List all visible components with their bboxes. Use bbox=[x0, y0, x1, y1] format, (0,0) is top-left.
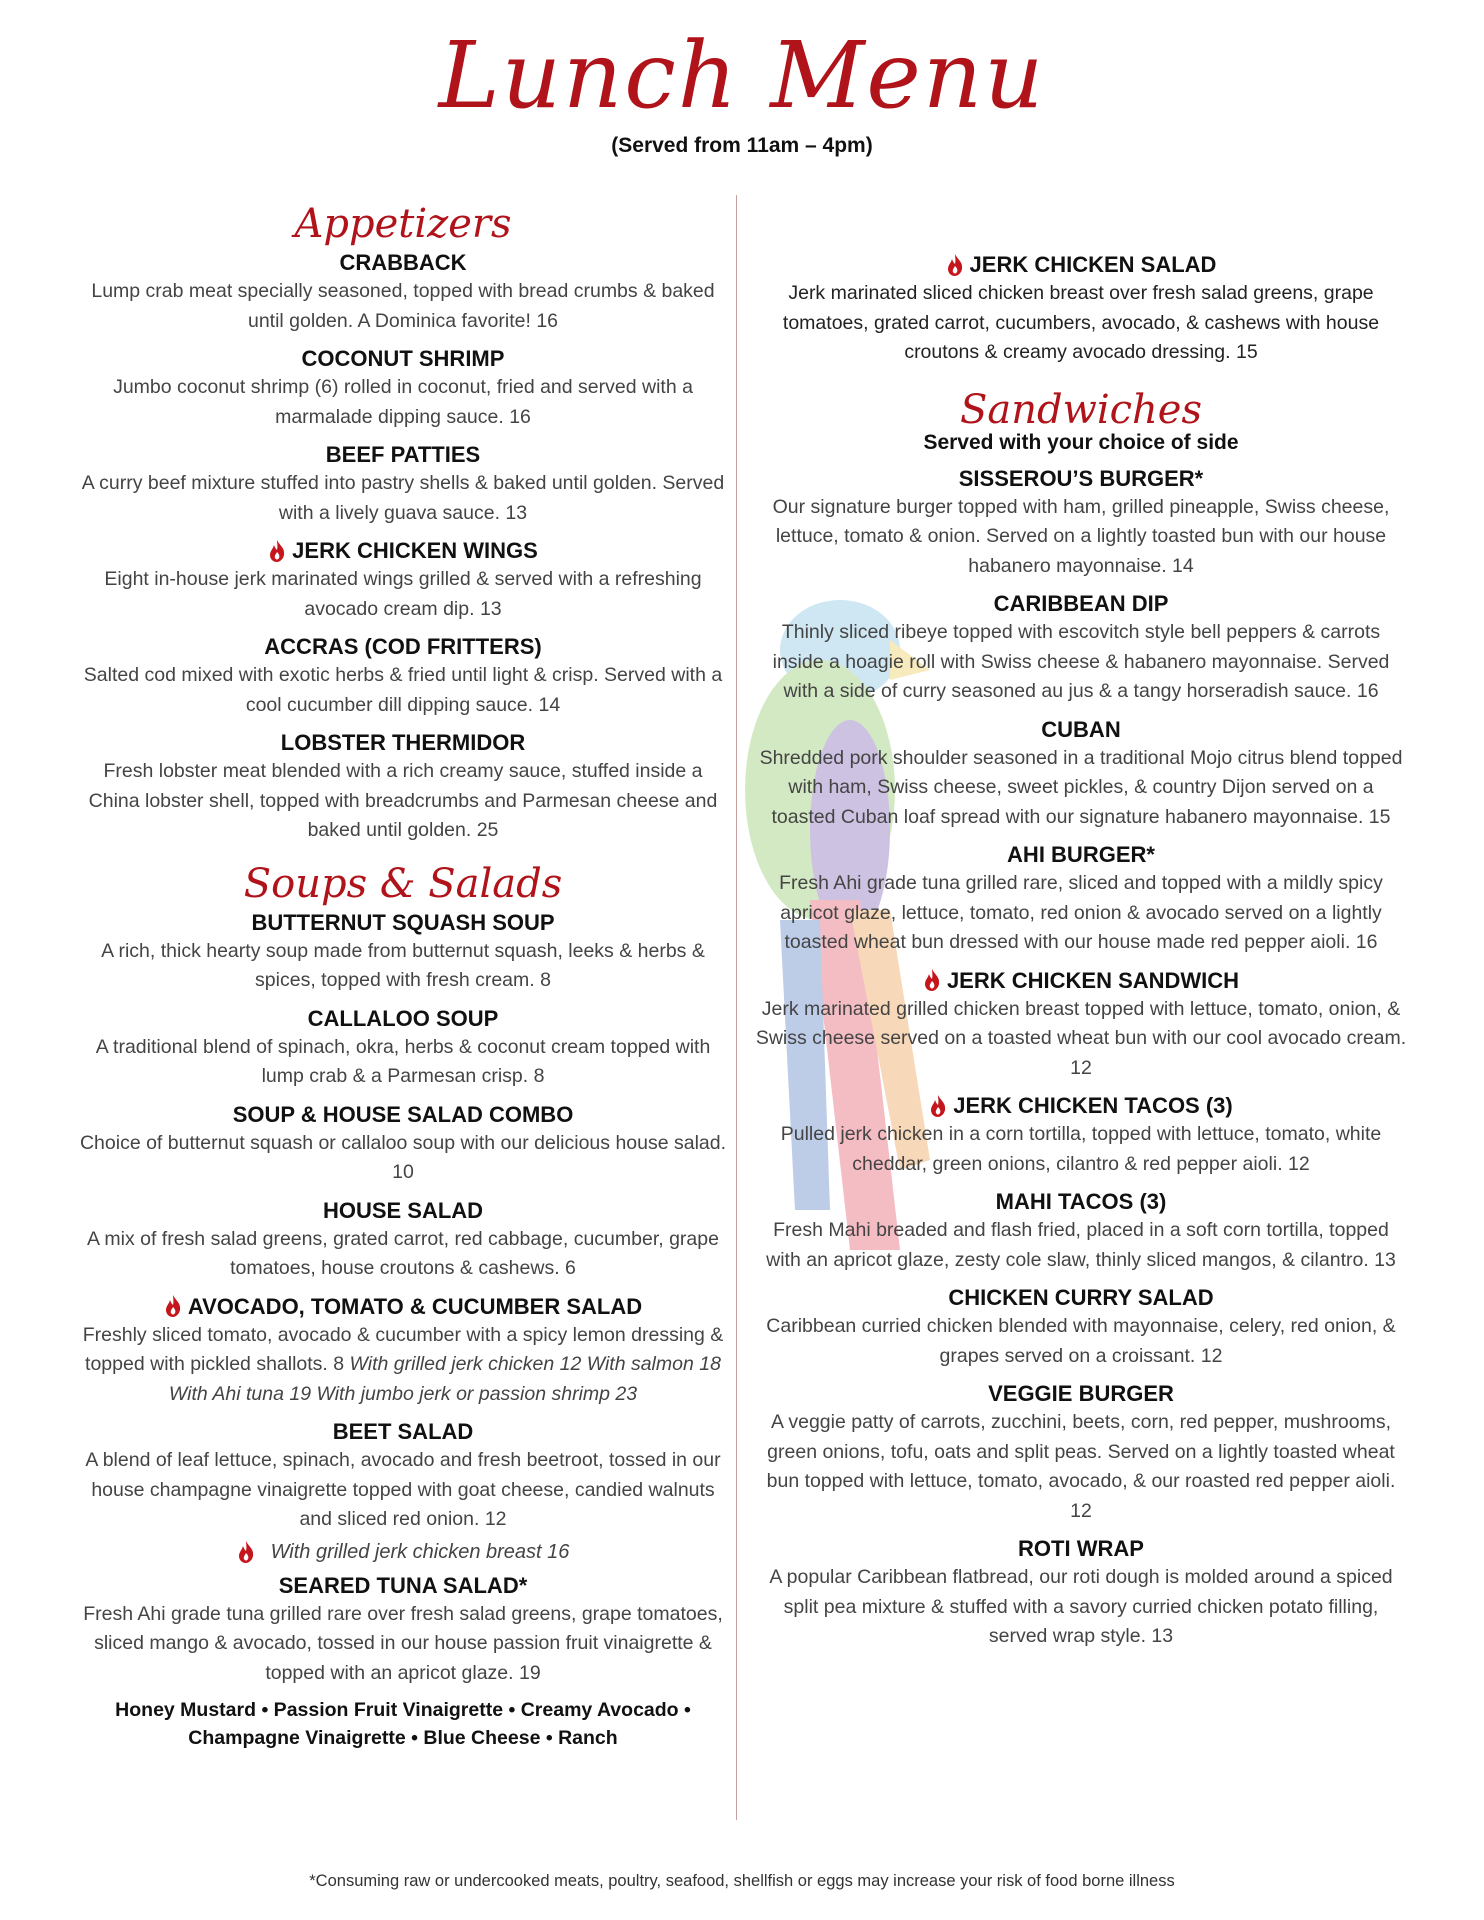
menu-item bbox=[70, 728, 736, 846]
item-desc: A rich, thick hearty soup made from butternut squash, leeks & herbs & spices, topped with fresh cream. 8 bbox=[101, 939, 705, 991]
item-desc: Jumbo coconut shrimp (6) rolled in coconut, fried and served with a marmalade dipping sauce. 16 bbox=[113, 376, 693, 428]
menu-hours: (Served from 11am – 4pm) bbox=[611, 134, 873, 157]
item-name: CARIBBEAN DIP bbox=[993, 591, 1169, 616]
menu-item bbox=[70, 908, 736, 996]
item-desc: A blend of leaf lettuce, spinach, avocado and fresh beetroot, tossed in our house champagne vinaigrette topped with goat cheese, candied walnuts and sliced red onion. 12 bbox=[85, 1449, 721, 1530]
item-name: SOUP & HOUSE SALAD COMBO bbox=[232, 1101, 574, 1127]
item-desc: Thinly sliced ribeye topped with escovitch style bell peppers & carrots inside a hoagie roll with Swiss cheese & habanero mayonnaise. Served with a side of curry seasoned au jus & a tangy horseradish sauce. 16 bbox=[772, 621, 1390, 702]
item-desc: Fresh Ahi grade tuna grilled rare, sliced and topped with a mildly spicy apricot glaze, lettuce, tomato, red onion & avocado served on a lightly toasted wheat bun dressed with our house made red pepper aioli. 16 bbox=[779, 872, 1383, 953]
menu-item bbox=[70, 248, 736, 336]
item-desc: A popular Caribbean flatbread, our roti dough is molded around a spiced split pea mixture & stuffed with a savory curried chicken potato filling, served wrap style. 13 bbox=[769, 1566, 1393, 1647]
section-title-appetizers: Appetizers bbox=[294, 201, 512, 247]
menu-item bbox=[748, 966, 1414, 1084]
menu-item bbox=[748, 250, 1414, 368]
item-options: With grilled jerk chicken 12 With salmon 18 With Ahi tuna 19 With jumbo jerk or passion shrimp 23 bbox=[168, 1353, 721, 1405]
menu-item bbox=[70, 344, 736, 432]
column-divider bbox=[736, 195, 737, 1820]
menu-item bbox=[748, 464, 1414, 582]
footer-disclaimer: *Consuming raw or undercooked meats, poultry, seafood, shellfish or eggs may increase your risk of food borne illness bbox=[309, 1872, 1175, 1890]
section-title-soups-salads: Soups & Salads bbox=[243, 860, 563, 907]
item-desc: Caribbean curried chicken blended with mayonnaise, celery, red onion, & grapes served on a croissant. 12 bbox=[766, 1315, 1396, 1367]
menu-item bbox=[748, 1379, 1414, 1526]
item-desc: A mix of fresh salad greens, grated carrot, red cabbage, cucumber, grape tomatoes, house croutons & cashews. 6 bbox=[87, 1227, 719, 1279]
item-desc: Fresh Mahi breaded and flash fried, placed in a soft corn tortilla, topped with an apricot glaze, zesty cole slaw, thinly sliced mangos, & cilantro. 13 bbox=[766, 1219, 1396, 1271]
flame-icon bbox=[237, 1540, 255, 1564]
menu-item bbox=[70, 632, 736, 720]
menu-item bbox=[748, 840, 1414, 958]
item-name: COCONUT SHRIMP bbox=[301, 346, 505, 371]
item-name: BUTTERNUT SQUASH SOUP bbox=[251, 909, 555, 935]
item-name: CALLALOO SOUP bbox=[307, 1005, 499, 1031]
item-desc: A curry beef mixture stuffed into pastry shells & baked until golden. Served with a lively guava sauce. 13 bbox=[81, 472, 725, 524]
item-name: AVOCADO, TOMATO & CUCUMBER SALAD bbox=[187, 1293, 643, 1319]
item-name: ROTI WRAP bbox=[1018, 1536, 1144, 1561]
flame-icon bbox=[946, 253, 964, 277]
menu-item bbox=[748, 1534, 1414, 1652]
left-column bbox=[70, 200, 736, 1752]
item-name: LOBSTER THERMIDOR bbox=[280, 730, 526, 755]
flame-icon bbox=[164, 1294, 182, 1318]
item-name: SEARED TUNA SALAD* bbox=[278, 1572, 528, 1598]
item-desc: Choice of butternut squash or callaloo soup with our delicious house salad. 10 bbox=[79, 1131, 727, 1183]
addon-text: With grilled jerk chicken breast 16 bbox=[270, 1540, 570, 1563]
item-name: AHI BURGER* bbox=[1007, 842, 1155, 867]
item-desc: Fresh Ahi grade tuna grilled rare over fresh salad greens, grape tomatoes, sliced mango & avocado, tossed in our house passion fruit vinaigrette & topped with an apricot glaze. 19 bbox=[83, 1602, 723, 1684]
item-desc: Salted cod mixed with exotic herbs & fried until light & crisp. Served with a cool cucumber dill dipping sauce. 14 bbox=[83, 664, 723, 716]
item-name: SISSEROU’S BURGER* bbox=[958, 465, 1204, 491]
item-name: MAHI TACOS (3) bbox=[995, 1189, 1167, 1214]
item-desc: Fresh lobster meat blended with a rich creamy sauce, stuffed inside a China lobster shell, topped with breadcrumbs and Parmesan cheese and baked until golden. 25 bbox=[88, 760, 718, 841]
item-name: CHICKEN CURRY SALAD bbox=[948, 1285, 1214, 1310]
item-name: JERK CHICKEN WINGS bbox=[292, 538, 538, 563]
item-name: BEET SALAD bbox=[332, 1419, 474, 1444]
menu-item bbox=[70, 1196, 736, 1284]
right-column bbox=[748, 250, 1414, 1660]
item-desc: Lump crab meat specially seasoned, topped with bread crumbs & baked until golden. A Dominica favorite! 16 bbox=[91, 280, 715, 332]
item-desc: Jerk marinated grilled chicken breast topped with lettuce, tomato, onion, & Swiss cheese served on a toasted wheat bun with our cool avocado cream. 12 bbox=[755, 997, 1407, 1079]
section-subtitle: Served with your choice of side bbox=[923, 430, 1239, 454]
item-name: JERK CHICKEN TACOS (3) bbox=[953, 1093, 1233, 1118]
dressing-list: Honey Mustard • Passion Fruit Vinaigrette • Creamy Avocado • Champagne Vinaigrette • Blue Cheese • Ranch bbox=[115, 1699, 691, 1749]
item-desc: A veggie patty of carrots, zucchini, beets, corn, red pepper, mushrooms, green onions, tofu, oats and split peas. Served on a lightly toasted wheat bun topped with lettuce, tomato, avocado, & our roasted red pepper aioli. 12 bbox=[766, 1411, 1396, 1522]
menu-item bbox=[748, 1187, 1414, 1275]
menu-item bbox=[748, 589, 1414, 707]
section-title-sandwiches: Sandwiches bbox=[959, 386, 1202, 433]
menu-item bbox=[748, 715, 1414, 833]
flame-icon bbox=[929, 1094, 947, 1118]
item-name: JERK CHICKEN SANDWICH bbox=[946, 967, 1240, 993]
item-desc: Pulled jerk chicken in a corn tortilla, topped with lettuce, tomato, white cheddar, green onions, cilantro & red pepper aioli. 12 bbox=[780, 1123, 1382, 1175]
item-name: ACCRAS (COD FRITTERS) bbox=[264, 634, 542, 659]
menu-item bbox=[70, 440, 736, 528]
menu-item bbox=[70, 1417, 736, 1535]
menu-item bbox=[748, 1283, 1414, 1371]
item-name: HOUSE SALAD bbox=[322, 1197, 484, 1223]
menu-item bbox=[748, 1091, 1414, 1179]
item-name: JERK CHICKEN SALAD bbox=[969, 252, 1217, 277]
menu-item bbox=[70, 536, 736, 624]
item-desc: Our signature burger topped with ham, grilled pineapple, Swiss cheese, lettuce, tomato & onion. Served on a lightly toasted bun with our house habanero mayonnaise. 14 bbox=[772, 495, 1390, 577]
item-desc: Freshly sliced tomato, avocado & cucumber with a spicy lemon dressing & topped with pickled shallots. 8 bbox=[82, 1323, 724, 1375]
menu-item bbox=[70, 1100, 736, 1188]
item-name: VEGGIE BURGER bbox=[988, 1381, 1174, 1406]
item-addon bbox=[70, 1537, 736, 1567]
item-desc: Jerk marinated sliced chicken breast over fresh salad greens, grape tomatoes, grated carrot, cucumbers, avocado, & cashews with house croutons & creamy avocado dressing. 15 bbox=[782, 282, 1380, 363]
flame-icon bbox=[268, 539, 286, 563]
menu-item bbox=[70, 1004, 736, 1092]
item-desc: A traditional blend of spinach, okra, herbs & coconut cream topped with lump crab & a Parmesan crisp. 8 bbox=[95, 1035, 711, 1087]
item-desc: Eight in-house jerk marinated wings grilled & served with a refreshing avocado cream dip. 13 bbox=[104, 568, 702, 620]
item-name: CUBAN bbox=[1041, 716, 1121, 742]
menu-title: Lunch Menu bbox=[438, 22, 1046, 129]
item-name: BEEF PATTIES bbox=[325, 442, 481, 467]
item-desc: Shredded pork shoulder seasoned in a traditional Mojo citrus blend topped with ham, Swiss cheese, sweet pickles, & country Dijon served on a toasted Cuban loaf spread with our signature habanero mayonnaise. 15 bbox=[759, 746, 1403, 828]
item-name: CRABBACK bbox=[339, 250, 467, 275]
menu-item bbox=[70, 1571, 736, 1689]
menu-item bbox=[70, 1292, 736, 1410]
flame-icon bbox=[923, 968, 941, 992]
